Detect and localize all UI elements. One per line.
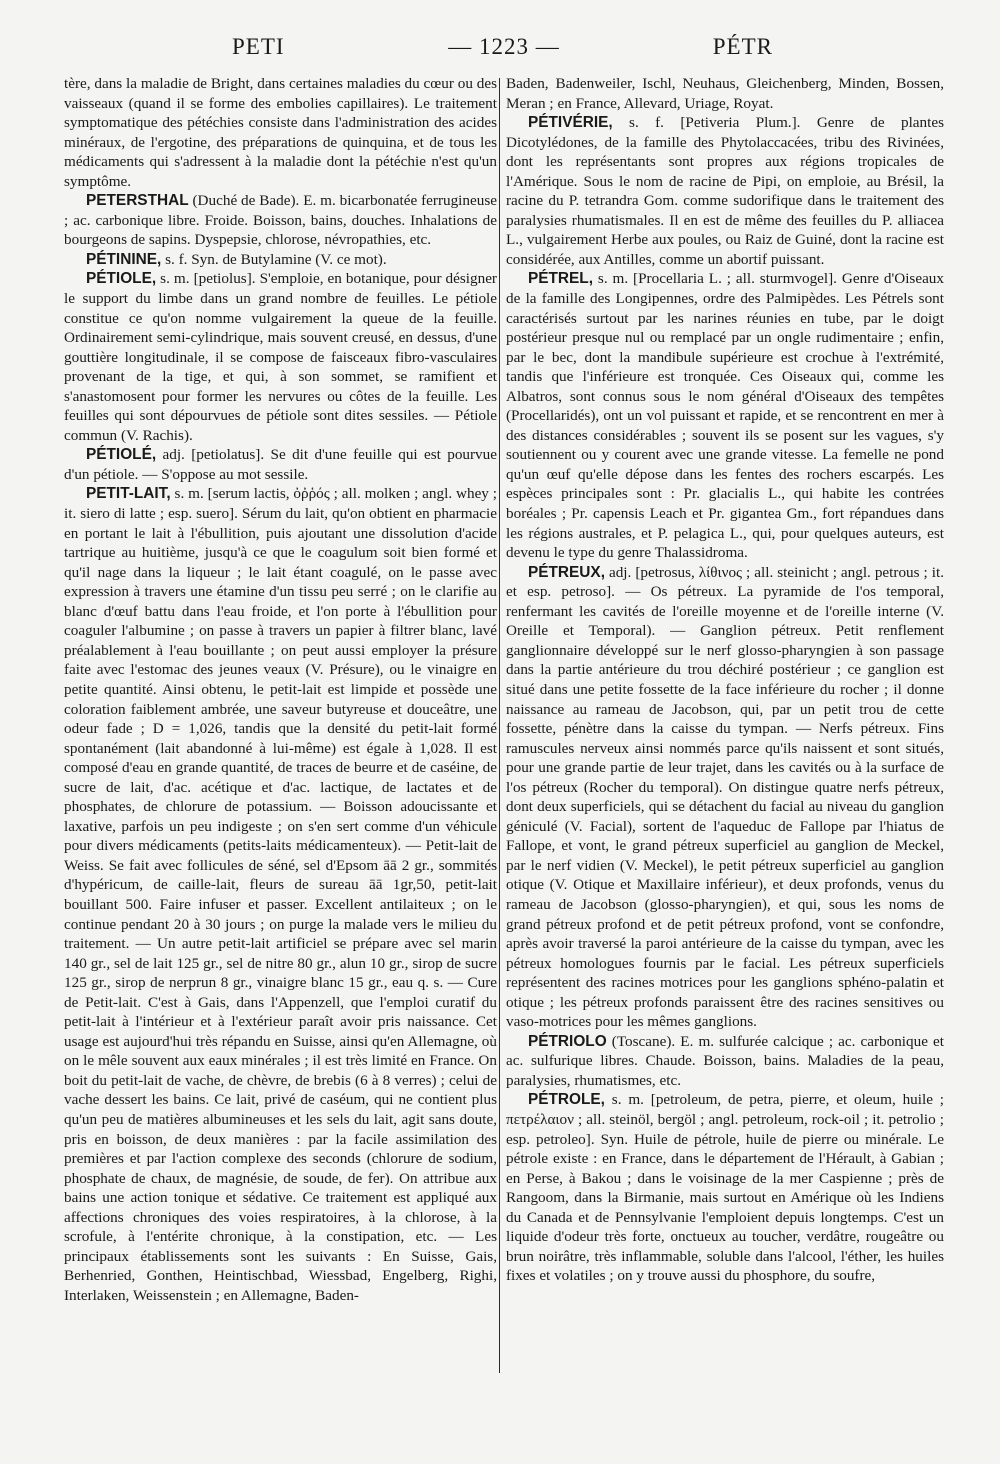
entry-petriolo <box>506 1032 944 1091</box>
right-column <box>506 74 944 1286</box>
entry-headword: PÉTREUX, <box>528 563 605 581</box>
entry-headword: PETIT-LAIT, <box>86 485 171 503</box>
entry-headword: PÉTREL, <box>528 270 593 288</box>
entry-text: s. f. [Petiveria Plum.]. Genre de plantes Dicotylédones, de la famille des Phytolaccacées, tribu des Rivinées, dont les représentants sont propres aux régions tropicales de l'Amérique. Sous le nom de racine de Pipi, on emploie, au Brésil, la racine du P. tetrandra Gom. comme sudorifique dans le traitement des paralysies rhumatismales. Il en est de même des feuilles du P. alliacea L., vulgairement Herbe aux poules, ou Raiz de Guiné, dont la racine est considérée, aux Antilles, comme un abortif puissant. <box>506 114 945 268</box>
entry-petinine <box>64 250 497 270</box>
entry-petiverie <box>506 113 944 269</box>
entry-text: s. f. Syn. de Butylamine (V. ce mot). <box>165 250 387 268</box>
left-column <box>64 74 497 1305</box>
running-head <box>60 34 948 70</box>
entry-petrole <box>506 1090 944 1285</box>
entry-headword: PÉTRIOLO <box>528 1032 607 1050</box>
entry-text: adj. [petrosus, λίθινος ; all. steinicht ; angl. petrous ; it. et esp. petroso]. — Os pétreux. La pyramide de l'os temporal, renfermant les cavités de l'oreille moyenne et de l'oreille interne (V. Oreille et Temporal). — Ganglion pétreux. Petit renflement ganglionnaire développé sur le nerf glosso-pharyngien à son passage dans la partie antérieure du trou déchiré postérieur ; ce ganglion est situé dans une petite fossette de la face inférieure du rocher ; il donne naissance au rameau de Jacobson, qui, par un petit trou de cette fossette, pénètre dans la caisse du tympan. — Nerfs pétreux. Fins ramuscules nerveux ainsi nommés parce qu'ils naissent et sont situés, pour une grande partie de leur trajet, dans les cavités ou à la surface de l'os pétreux (Rocher du temporal). On distingue quatre nerfs pétreux, dont deux superficiels, qui se détachent du facial au niveau du ganglion géniculé (V. Facial), sortent de l'aqueduc de Fallope par l'hiatus de Fallope, et vont, le grand pétreux superficiel au ganglion de Meckel, par le nerf vidien (V. Meckel), le petit pétreux superficiel au ganglion otique (V. Otique et Maxillaire inférieur), et deux profonds, venus du rameau de Jacobson (glosso-pharyngien), et qui, sous les noms de grand pétreux profond et de petit pétreux profond, vont se confondre, après avoir traversé la paroi antérieure de la caisse du tympan, avec les pétreux homologues fournis par le facial. Les pétreux superficiels représentent des racines motrices pour les ganglions sphéno-palatin et otique ; les pétreux profonds paraissent être des racines sensitives ou vaso-motrices pour les mêmes ganglions. <box>506 563 944 1031</box>
entry-text: (Duché de Bade). E. m. bicarbonatée ferrugineuse ; ac. carbonique libre. Froide. Boisson, bains, douches. Inhalations de bourgeons de sapins. Dyspepsie, chlorose, névropathies, etc. <box>64 192 497 249</box>
entry-text: s. m. [Procellaria L. ; all. sturmvogel]. Genre d'Oiseaux de la famille des Longipennes, ordre des Palmipèdes. Les Pétrels sont caractérisés surtout par les narines réunies en tube, par le doigt postérieur presque nul ou remplacé par un ongle rudimentaire ; enfin, par le bec, dont la mandibule supérieure est crochue à l'extrémité, tandis que l'inférieure est tronquée. Ces Oiseaux qui, comme les Albatros, sont connus sous le nom général d'Oiseaux des tempêtes (Procellaridés), ont un vol puissant et rapide, et se rencontrent en mer à des distances considérables ; souvent ils se posent sur les vagues, s'y soutiennent ou y courent avec une grande vitesse. La femelle ne pond qu'un œuf qu'elle dépose dans les fentes des rochers escarpés. Les espèces principales sont : Pr. glacialis L., qui habite les contrées boréales ; Pr. capensis Leach et Pr. gigantea Gm., fort répandues dans les régions australes, et P. pelagica L., qui, pour quelques auteurs, est devenu le type du genre Thalassidroma. <box>506 270 944 562</box>
entry-petersthal <box>64 191 497 250</box>
entry-text: tère, dans la maladie de Bright, dans certaines maladies du cœur ou des vaisseaux (quand il se forme des embolies capillaires). Le traitement symptomatique des pétéchies consiste dans l'administration des acides minéraux, de l'ergotine, des préparations de quinquina, et de tous les médicaments qui s'adressent à la maladie dont la pétéchie n'est qu'un symptôme. <box>64 75 497 190</box>
entry-petiole-noun <box>64 269 497 445</box>
entry-headword: PÉTROLE, <box>528 1091 605 1109</box>
entry-text: s. m. [petroleum, de petra, pierre, et oleum, huile ; πετρέλαιον ; all. steinöl, bergöl ; angl. petroleum, rock-oil ; it. petrolio ; esp. petroleo]. Syn. Huile de pétrole, huile de pierre ou minérale. Le pétrole existe : en France, dans le département de l'Hérault, à Gabian ; en Perse, à Bakou ; dans le voisinage de la mer Caspienne ; près de Rangoom, dans la Birmanie, mais surtout en Amérique où les Indiens du Canada et de Pennsylvanie l'emploient depuis longtemps. C'est un liquide d'odeur très forte, onctueux au toucher, verdâtre, rougeâtre ou brun noirâtre, très inflammable, soluble dans l'alcool, l'éther, les huiles fixes et volatiles ; on y trouve aussi du phosphore, du soufre, <box>506 1091 944 1285</box>
entry-text: (Toscane). E. m. sulfurée calcique ; ac. carbonique et ac. sulfurique libres. Chaude. Boisson, bains. Maladies de la peau, paralysies, rhumatismes, etc. <box>506 1032 944 1089</box>
entry-text: s. m. [petiolus]. S'emploie, en botanique, pour désigner le support du limbe dans un grand nombre de feuilles. Le pétiole constitue ce qu'on nomme vulgairement la queue de la feuille. Ordinairement semi-cylindrique, mais souvent creusé, en dessus, d'une gouttière longitudinale, il se compose de faisceaux fibro-vasculaires provenant de la tige, et qui, à son sommet, se ramifient et s'anastomosent pour former les nervures ou côtes de la feuille. Les feuilles qui sont dépourvues de pétiole sont dites sessiles. — Pétiole commun (V. Rachis). <box>64 270 497 444</box>
header-right-guide-word: PÉTR <box>712 34 773 59</box>
left-continuation-paragraph <box>64 74 497 191</box>
entry-headword: PÉTIVÉRIE, <box>528 114 613 132</box>
entry-headword: PÉTININE, <box>86 250 162 268</box>
entry-petit-lait <box>64 484 497 1305</box>
entry-petreux <box>506 563 944 1032</box>
page-number: — 1223 — <box>448 34 560 59</box>
entry-text: adj. [petiolatus]. Se dit d'une feuille qui est pourvue d'un pétiole. — S'oppose au mot sessile. <box>64 446 497 483</box>
header-left-guide-word: PETI <box>232 34 285 59</box>
entry-headword: PETERSTHAL <box>86 192 189 210</box>
entry-petrel <box>506 269 944 562</box>
entry-text: s. m. [serum lactis, ὀῤῥός ; all. molken ; angl. whey ; it. siero di latte ; esp. suero]. Sérum du lait, qu'on obtient en pharmacie en portant le lait à l'ébullition, puis ajoutant une dissolution d'acide tartrique au huitième, jusqu'à ce que le coagulum soit bien formé et qu'il nage dans la liqueur ; le lait étant coagulé, on le passe avec expression à travers une étamine d'un tissu peu serré ; on le clarifie au blanc d'œuf battu dans l'eau froide, et l'on porte à l'ébullition pour coaguler l'albumine ; on passe à travers un papier à filtrer blanc, lavé préalablement à l'eau bouillante ; on peut aussi employer la présure faite avec l'estomac des jeunes veaux (V. Présure), ou le vinaigre en petite quantité. Ainsi obtenu, le petit-lait est limpide et possède une coloration faiblement ambrée, une saveur butyreuse et douceâtre, une odeur fade ; D = 1,026, tandis que la densité du petit-lait formé spontanément (lait abandonné à lui-même) est égale à 1,028. Il est composé d'eau en grande quantité, de traces de beurre et de caséine, de sucre de lait, d'ac. acétique et d'ac. lactique, de lactates et de phosphates, de chlorure de potassium. — Boisson adoucissante et laxative, parfois un peu indigeste ; on s'en sert comme d'un véhicule pour divers médicaments (petits-laits médicamenteux). — Petit-lait de Weiss. Se fait avec follicules de séné, sel d'Epsom āā 2 gr., sommités d'hypéricum, de caille-lait, fleurs de sureau āā 1gr,50, petit-lait bouillant 500. Faire infuser et passer. Excellent antilaiteux ; on le continue pendant 20 à 30 jours ; on purge la malade vers le milieu du traitement. — Un autre petit-lait artificiel se prépare avec sel marin 140 gr., sel de lait 125 gr., sel de nitre 80 gr., alun 10 gr., sirop de sucre 125 gr., sirop de nerprun 8 gr., vinaigre blanc 15 gr., eau q. s. — Cure de Petit-lait. C'est à Gais, dans l'Appenzell, que l'emploi curatif du petit-lait à l'intérieur et à l'extérieur paraît avoir pris naissance. Cet usage est aujourd'hui très répandu en Suisse, ainsi qu'en Allemagne, où on le mêle souvent aux eaux minérales ; il est très limité en France. On boit du petit-lait de vache, de chèvre, de brebis (6 à 8 verres) ; celui de vache dessert les bains. Ce lait, privé de caséum, qui ne contient plus qu'un peu de matières albumineuses et les sels du lait, agit sans doute, pris en boisson, de deux manières : par la facile assimilation des premières et par l'action complexe des seconds (chlorure de sodium, phosphate de chaux, de magnésie, de soude, de fer). On attribue aux bains une action tonique et sédative. Ce traitement est appliqué aux affections chroniques des voies respiratoires, à la chlorose, à la scrofule, à l'entérite chronique, à la constipation, etc. — Les principaux établissements sont les suivants : En Suisse, Gais, Berhenried, Gonthen, Heintischbad, Wiessbad, Engelberg, Righi, Interlaken, Weissenstein ; en Allemagne, Baden- <box>64 485 498 1304</box>
right-continuation-paragraph <box>506 74 944 113</box>
entry-petiole-adj <box>64 445 497 484</box>
column-divider <box>499 78 500 1373</box>
entry-headword: PÉTIOLE, <box>86 270 157 288</box>
entry-headword: PÉTIOLÉ, <box>86 446 157 464</box>
entry-text: Baden, Badenweiler, Ischl, Neuhaus, Gleichenberg, Minden, Bossen, Meran ; en France, Allevard, Uriage, Royat. <box>506 75 944 112</box>
